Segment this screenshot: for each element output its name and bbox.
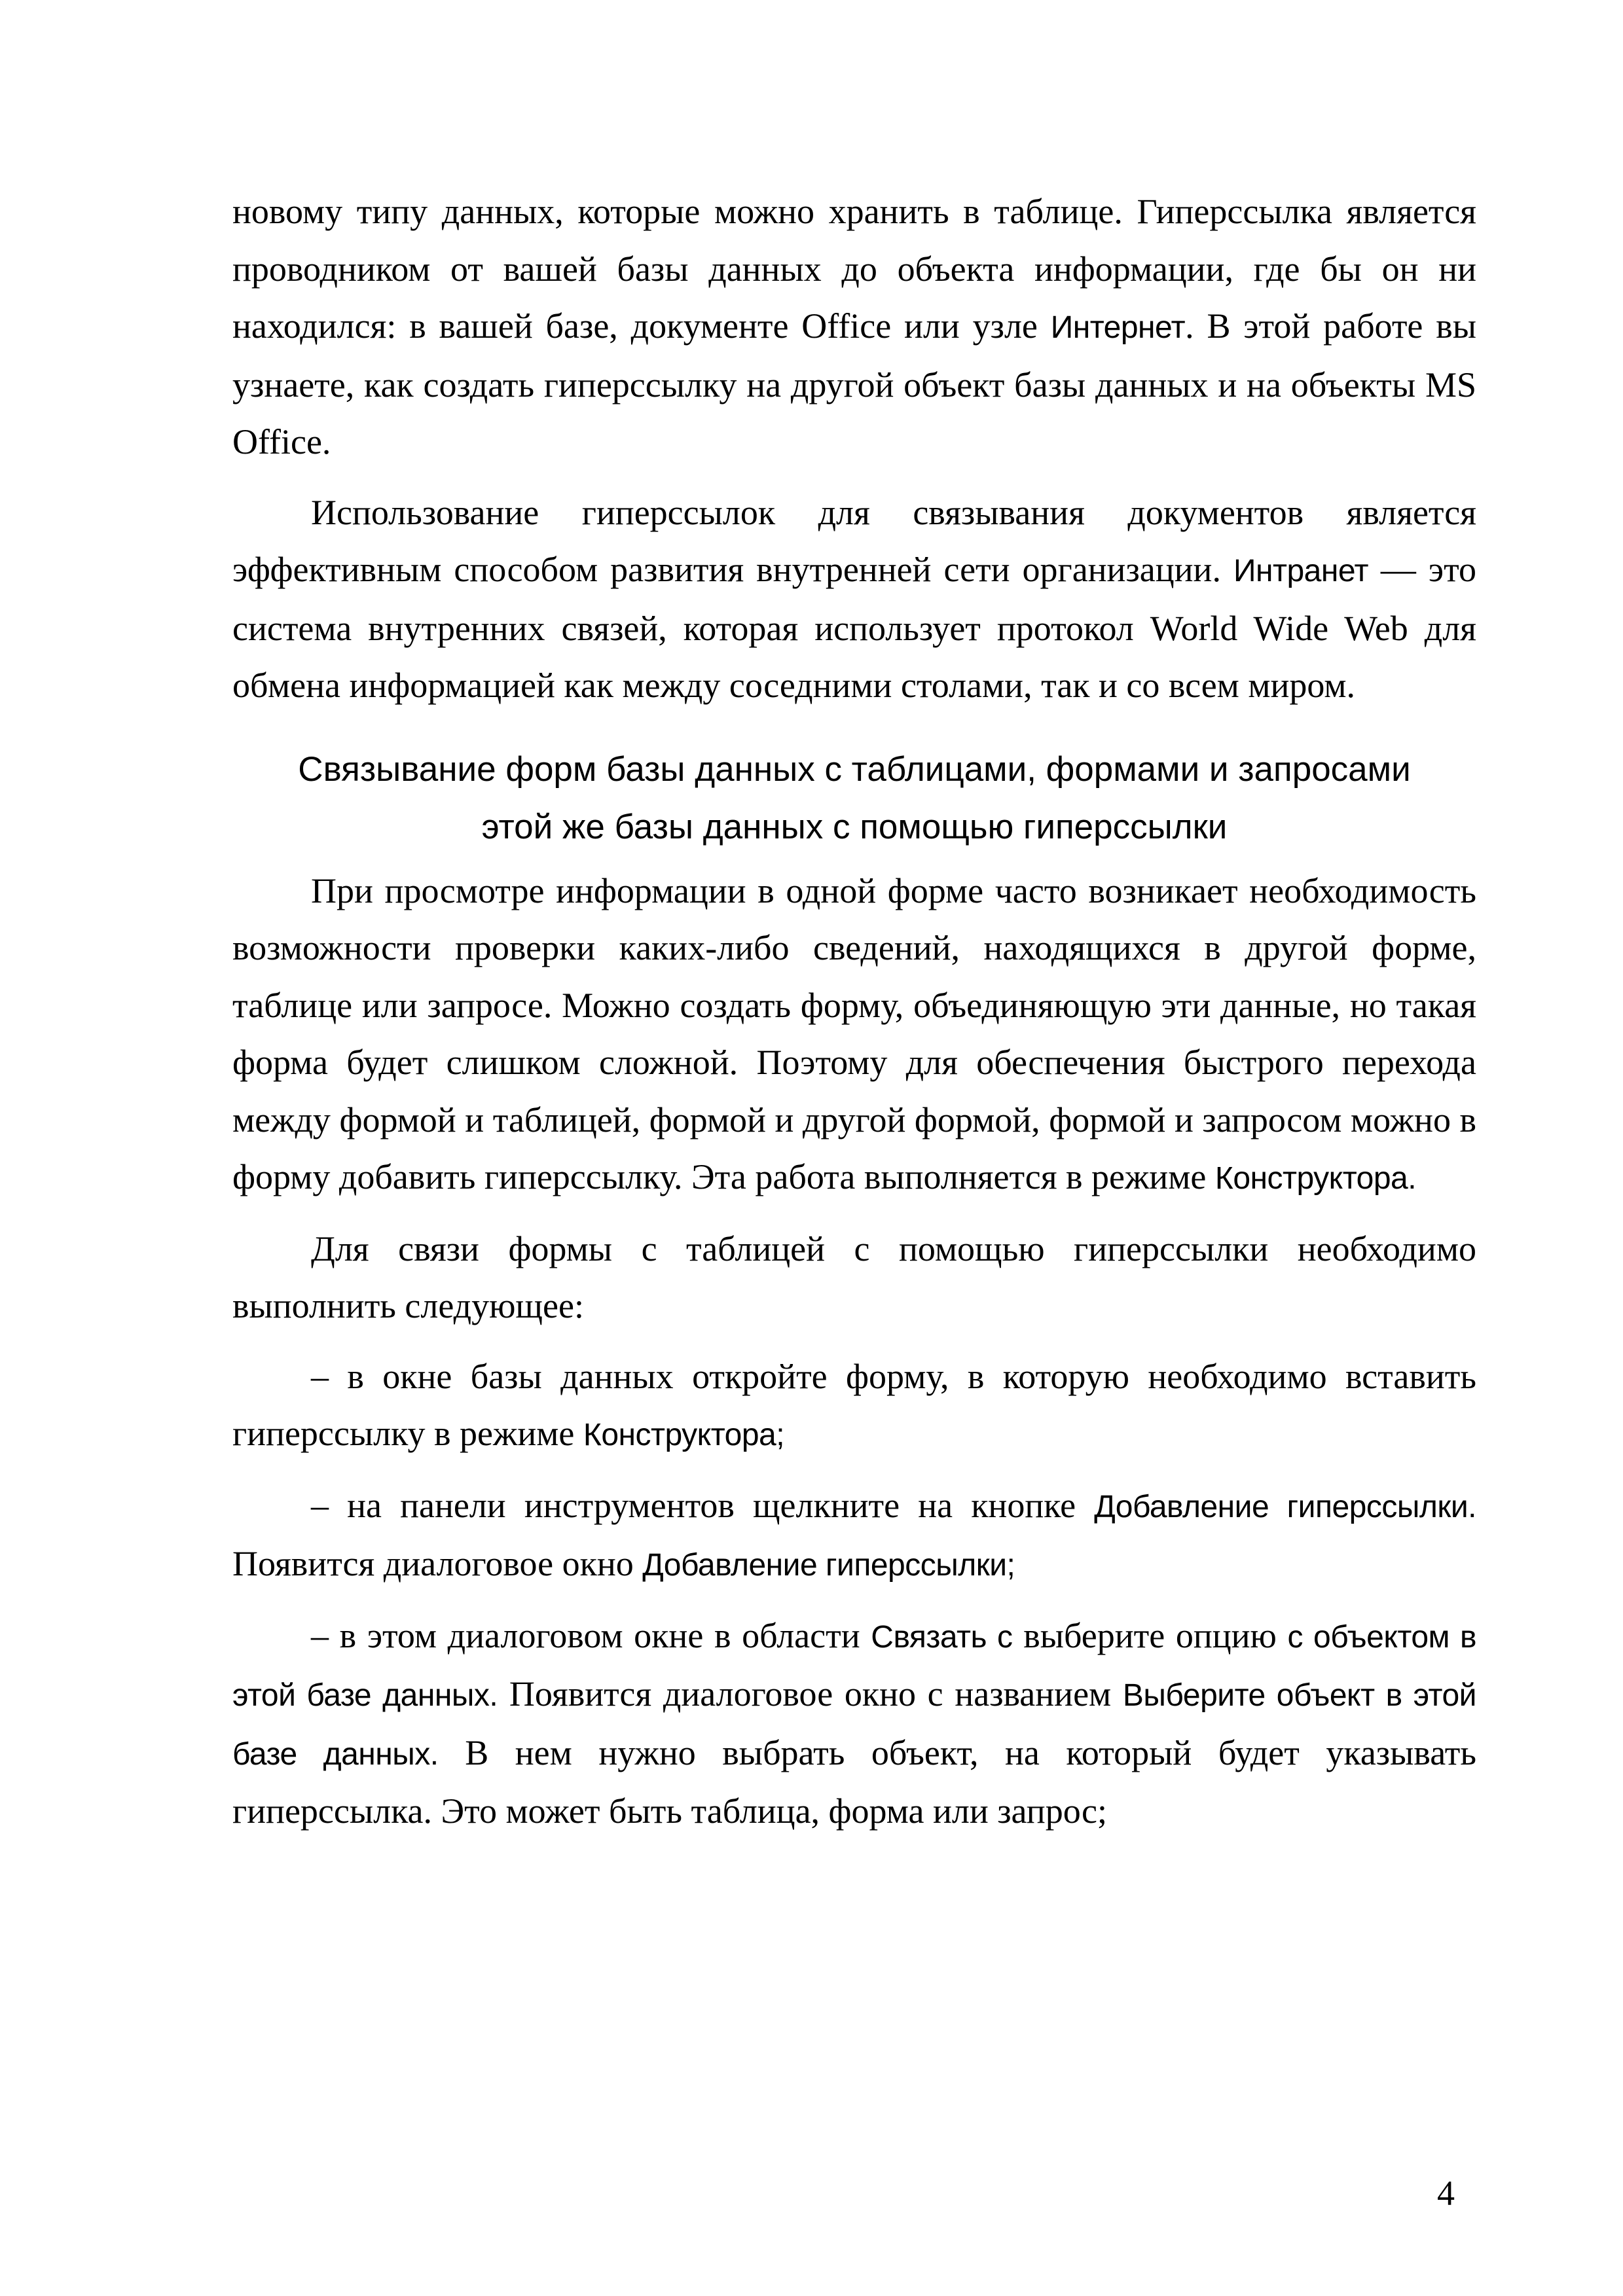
section-heading-line-1: Связывание форм базы данных с таблицами, формами и запросами (298, 749, 1411, 789)
list-item-open-form (232, 1348, 1476, 1464)
text-run: — это система внутренних связей, которая использует протокол World Wide Web для обмена информацией как между соседними столами, так и со всем миром. (232, 550, 1476, 705)
text-run: При просмотре информации в одной форме часто возникает необходимость возможности проверки каких-либо сведений, находящихся в другой форме, таблице или запросе. Можно создать форму, объединяющую эти данные, но такая форма будет слишком сложной. Поэтому для обеспечения быстрого перехода между формой и таблицей, формой и другой формой, формой и запросом можно в форму добавить гиперссылку. Эта работа выполняется в режиме (232, 870, 1476, 1196)
term-constructor: Конструктора. (1214, 1161, 1417, 1196)
page-number: 4 (1437, 2174, 1455, 2213)
paragraph-intranet (232, 484, 1476, 715)
document-page (232, 183, 1476, 1840)
paragraph-hyperlink-intro (232, 183, 1476, 471)
text-run: – на панели инструментов щелкните на кнопке (311, 1485, 1095, 1525)
term-link-to: Связать с (871, 1619, 1013, 1655)
term-constructor: Конструктора; (583, 1418, 785, 1452)
text-run: Для связи формы с таблицей с помощью гиперссылки необходимо выполнить следующее: (232, 1229, 1476, 1325)
text-run: Появится диалоговое окно (232, 1544, 643, 1583)
section-heading (232, 741, 1476, 856)
paragraph-steps-intro (232, 1221, 1476, 1335)
paragraph-form-linking (232, 863, 1476, 1208)
term-add-hyperlink-button: Добавление гиперссылки. (1094, 1489, 1476, 1524)
list-item-choose-object (232, 1607, 1476, 1840)
section-heading-line-2: этой же базы данных с помощью гиперссылки (481, 807, 1228, 846)
text-run: . В этой работе вы узнаете, как создать гиперссылку на другой объект базы данных и на объекты MS Office. (232, 306, 1477, 461)
text-run: Появится диалоговое окно с названием (498, 1674, 1123, 1713)
list-item-add-hyperlink (232, 1477, 1476, 1594)
term-add-hyperlink-dialog: Добавление гиперссылки; (642, 1548, 1015, 1583)
term-object-in-database: с объектом в этой базе данных. (232, 1619, 1477, 1713)
text-run: новому типу данных, которые можно хранить в таблице. Гиперссылка является проводником от вашей базы данных до объекта информации, где бы он ни находился: в вашей базе, документе Office или узле (232, 192, 1476, 346)
text-run: выберите опцию (1012, 1615, 1288, 1655)
term-select-object-dialog: Выберите объект в этой базе данных. (232, 1678, 1476, 1772)
text-run: – в окне базы данных откройте форму, в которую необходимо вставить гиперссылку в режиме (232, 1356, 1476, 1453)
text-run: В нем нужно выбрать объект, на который будет указывать гиперссылка. Это может быть таблица, форма или запрос; (232, 1732, 1476, 1831)
term-intranet: Интранет (1233, 554, 1368, 588)
text-run: Использование гиперссылок для связывания документов является эффективным способом развития внутренней сети организации. (232, 492, 1476, 589)
text-run: – в этом диалоговом окне в области (311, 1615, 871, 1655)
term-internet: Интернет (1050, 310, 1186, 345)
